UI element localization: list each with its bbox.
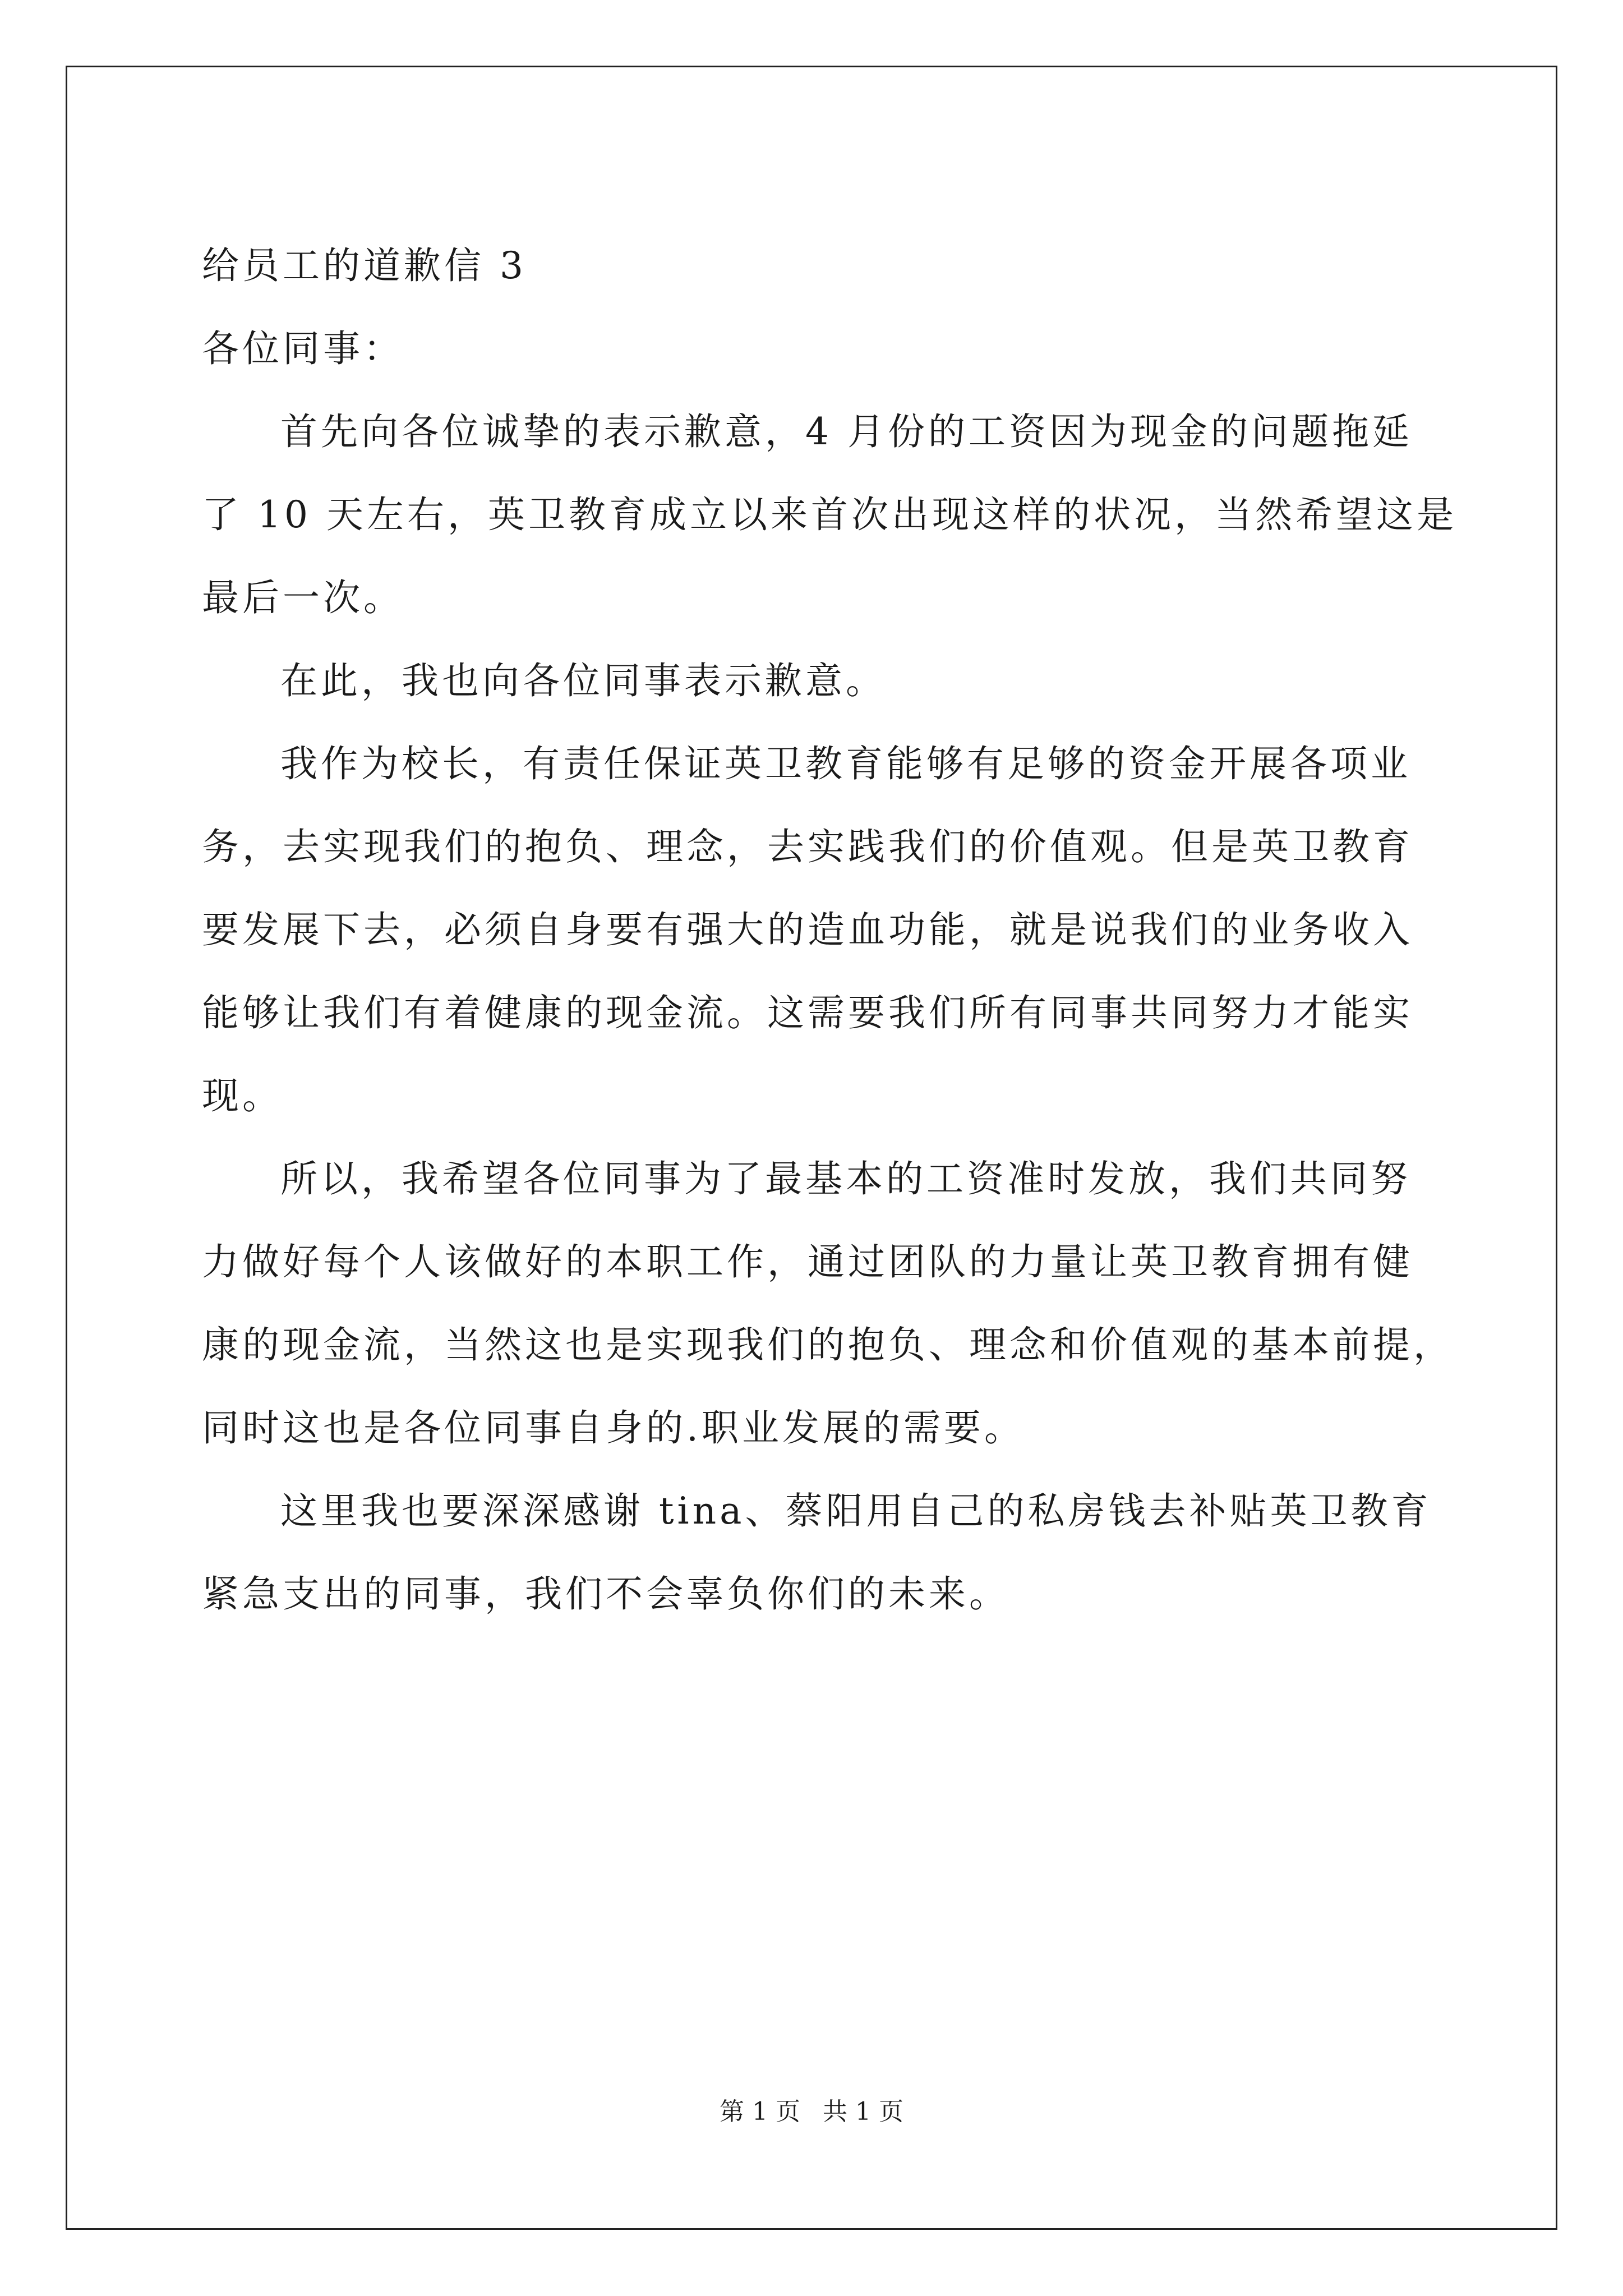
paragraph-3 (202, 723, 1430, 1138)
paragraph-line: 现。 (202, 1074, 283, 1117)
paragraph-line: 要发展下去，必须自身要有强大的造血功能，就是说我们的业务收入 (202, 908, 1413, 951)
paragraph-2 (202, 639, 1430, 723)
paragraph-4 (202, 1138, 1454, 1470)
page-number: 第 1 页 (720, 2097, 800, 2126)
paragraph-line: 最后一次。 (202, 576, 404, 619)
paragraph-line: 康的现金流，当然这也是实现我们的抱负、理念和价值观的基本前提， (202, 1323, 1454, 1366)
document-body (202, 224, 1457, 1636)
salutation: 各位同事： (202, 327, 404, 370)
paragraph-line: 了 10 天左右，英卫教育成立以来首次出现这样的状况，当然希望这是 (202, 493, 1457, 536)
paragraph-line: 务，去实现我们的抱负、理念，去实践我们的价值观。但是英卫教育 (202, 825, 1413, 868)
paragraph-line: 紧急支出的同事，我们不会辜负你们的未来。 (202, 1572, 1009, 1616)
paragraph-5 (202, 1470, 1430, 1636)
paragraph-line: 力做好每个人该做好的本职工作，通过团队的力量让英卫教育拥有健 (202, 1240, 1413, 1283)
paragraph-line: 首先向各位诚挚的表示歉意，4 月份的工资因为现金的问题拖延 (280, 410, 1413, 453)
page-count: 共 1 页 (823, 2097, 903, 2126)
paragraph-line: 我作为校长，有责任保证英卫教育能够有足够的资金开展各项业 (280, 742, 1411, 785)
page-footer (0, 2095, 1623, 2129)
paragraph-line: 能够让我们有着健康的现金流。这需要我们所有同事共同努力才能实 (202, 991, 1413, 1034)
paragraph-line: 所以，我希望各位同事为了最基本的工资准时发放，我们共同努 (280, 1157, 1411, 1200)
document-title: 给员工的道歉信 3 (202, 244, 527, 287)
paragraph-1 (202, 390, 1457, 639)
paragraph-line: 同时这也是各位同事自身的.职业发展的需要。 (202, 1406, 1025, 1450)
paragraph-line: 在此，我也向各位同事表示歉意。 (280, 659, 886, 702)
paragraph-line: 这里我也要深深感谢 tina、蔡阳用自己的私房钱去补贴英卫教育 (280, 1489, 1432, 1533)
